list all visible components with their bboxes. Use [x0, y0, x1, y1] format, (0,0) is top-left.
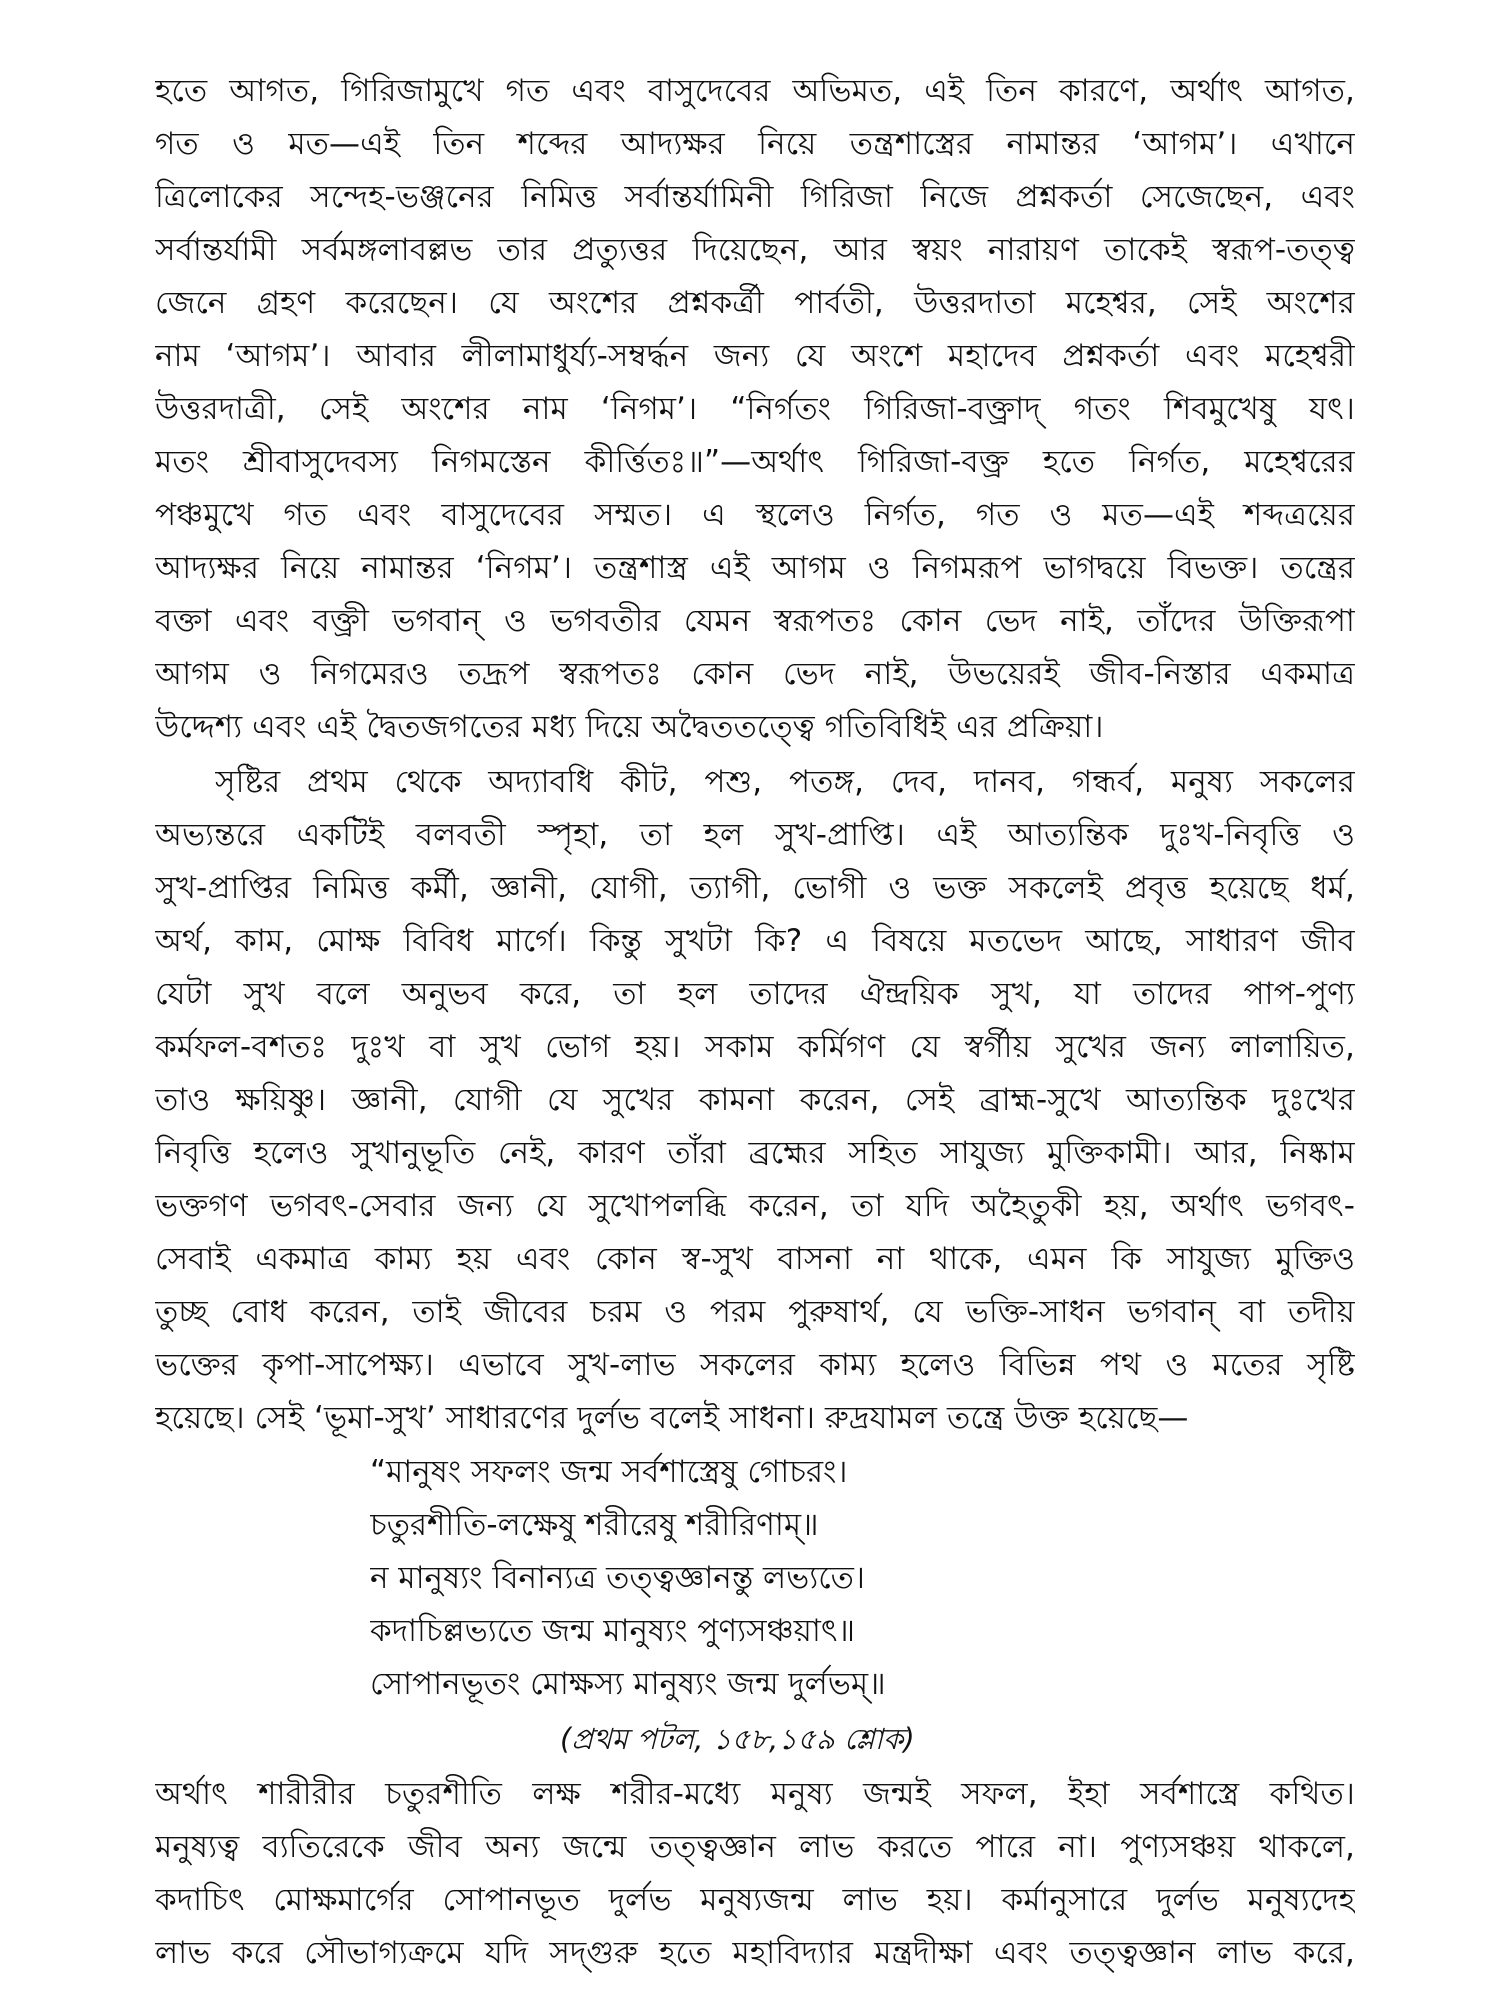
- text-line: কর্মফল-বশতঃ দুঃখ বা সুখ ভোগ হয়। সকাম কর্মিগণ যে স্বর্গীয় সুখের জন্য লালায়িত,: [155, 1029, 1355, 1065]
- text-line: উত্তরদাত্রী, সেই অংশের নাম ‘নিগম’। “নির্গতং গিরিজা-বক্ত্রাদ্ গতং শিবমুখেষু যৎ।: [155, 391, 1355, 427]
- text-line: সৃষ্টির প্রথম থেকে অদ্যাবধি কীট, পশু, পতঙ্গ, দেব, দানব, গন্ধর্ব, মনুষ্য সকলের: [215, 764, 1355, 800]
- text-line: পঞ্চমুখে গত এবং বাসুদেবের সম্মত। এ স্থলেও নির্গত, গত ও মত—এই শব্দত্রয়ের: [155, 497, 1355, 533]
- text-line: সুখ-প্রাপ্তির নিমিত্ত কর্মী, জ্ঞানী, যোগী, ত্যাগী, ভোগী ও ভক্ত সকলেই প্রবৃত্ত হয়েছে ধর্ম,: [155, 870, 1355, 906]
- text-line: সেবাই একমাত্র কাম্য হয় এবং কোন স্ব-সুখ বাসনা না থাকে, এমন কি সাযুজ্য মুক্তিও: [155, 1241, 1355, 1277]
- text-line: আদ্যক্ষর নিয়ে নামান্তর ‘নিগম’। তন্ত্রশাস্ত্র এই আগম ও নিগমরূপ ভাগদ্বয়ে বিভক্ত। তন্ত্রের: [155, 550, 1355, 586]
- text-line: জেনে গ্রহণ করেছেন। যে অংশের প্রশ্নকর্ত্রী পার্বতী, উত্তরদাতা মহেশ্বর, সেই অংশের: [155, 285, 1355, 321]
- text-line: হয়েছে। সেই ‘ভূমা-সুখ’ সাধারণের দুর্লভ বলেই সাধনা। রুদ্রযামল তন্ত্রে উক্ত হয়েছে—: [155, 1400, 1189, 1436]
- text-line: ত্রিলোকের সন্দেহ-ভঞ্জনের নিমিত্ত সর্বান্তর্যামিনী গিরিজা নিজে প্রশ্নকর্তা সেজেছেন, এবং: [155, 179, 1355, 215]
- text-line: ভক্তের কৃপা-সাপেক্ষ্য। এভাবে সুখ-লাভ সকলের কাম্য হলেও বিভিন্ন পথ ও মতের সৃষ্টি: [155, 1347, 1355, 1383]
- text-line: গত ও মত—এই তিন শব্দের আদ্যক্ষর নিয়ে তন্ত্রশাস্ত্রের নামান্তর ‘আগম’। এখানে: [155, 126, 1355, 162]
- verse-line: চতুরশীতি-লক্ষেষু শরীরেষু শরীরিণাম্॥: [370, 1507, 819, 1543]
- text-line: নিবৃত্তি হলেও সুখানুভূতি নেই, কারণ তাঁরা ব্রহ্মের সহিত সাযুজ্য মুক্তিকামী। আর, নিষ্কাম: [155, 1135, 1355, 1171]
- text-line: বক্তা এবং বক্ত্রী ভগবান্ ও ভগবতীর যেমন স্বরূপতঃ কোন ভেদ নাই, তাঁদের উক্তিরূপা: [155, 603, 1355, 639]
- text-line: কদাচিৎ মোক্ষমার্গের সোপানভূত দুর্লভ মনুষ্যজন্ম লাভ হয়। কর্মানুসারে দুর্লভ মনুষ্যদেহ: [155, 1882, 1355, 1918]
- verse-line: সোপানভূতং মোক্ষস্য মানুষ্যং জন্ম দুর্লভম্॥: [370, 1666, 886, 1702]
- text-line: তুচ্ছ বোধ করেন, তাই জীবের চরম ও পরম পুরুষার্থ, যে ভক্তি-সাধন ভগবান্ বা তদীয়: [155, 1294, 1355, 1330]
- verse-line: কদাচিল্লভ্যতে জন্ম মানুষ্যং পুণ্যসঞ্চয়াৎ॥: [370, 1613, 856, 1649]
- text-line: আগম ও নিগমেরও তদ্রূপ স্বরূপতঃ কোন ভেদ নাই, উভয়েরই জীব-নিস্তার একমাত্র: [155, 656, 1355, 692]
- text-line: লাভ করে সৌভাগ্যক্রমে যদি সদ্গুরু হতে মহাবিদ্যার মন্ত্রদীক্ষা এবং তত্ত্বজ্ঞান লাভ করে,: [155, 1935, 1355, 1971]
- verse-line: ন মানুষ্যং বিনান্যত্র তত্ত্বজ্ঞানন্তু লভ্যতে।: [370, 1560, 866, 1596]
- verse-line: “মানুষং সফলং জন্ম সর্বশাস্ত্রেষু গোচরং।: [370, 1454, 848, 1490]
- verse-citation: (প্রথম পটল, ১৫৮,১৫৯ শ্লোক): [560, 1722, 915, 1756]
- text-line: উদ্দেশ্য এবং এই দ্বৈতজগতের মধ্য দিয়ে অদ্বৈততত্ত্বে গতিবিধিই এর প্রক্রিয়া।: [155, 709, 1104, 745]
- text-line: তাও ক্ষয়িষ্ণু। জ্ঞানী, যোগী যে সুখের কামনা করেন, সেই ব্রাহ্ম-সুখে আত্যন্তিক দুঃখের: [155, 1082, 1355, 1118]
- text-line: নাম ‘আগম’। আবার লীলামাধুর্য্য-সম্বর্দ্ধন জন্য যে অংশে মহাদেব প্রশ্নকর্তা এবং মহেশ্বরী: [155, 338, 1355, 374]
- text-line: অভ্যন্তরে একটিই বলবতী স্পৃহা, তা হল সুখ-প্রাপ্তি। এই আত্যন্তিক দুঃখ-নিবৃত্তি ও: [155, 817, 1355, 853]
- text-line: সর্বান্তর্যামী সর্বমঙ্গলাবল্লভ তার প্রত্যুত্তর দিয়েছেন, আর স্বয়ং নারায়ণ তাকেই স্বরূপ-তত্ত্ব: [155, 232, 1355, 268]
- text-line: যেটা সুখ বলে অনুভব করে, তা হল তাদের ঐন্দ্রয়িক সুখ, যা তাদের পাপ-পুণ্য: [155, 976, 1355, 1012]
- text-line: ভক্তগণ ভগবৎ-সেবার জন্য যে সুখোপলব্ধি করেন, তা যদি অহৈতুকী হয়, অর্থাৎ ভগবৎ-: [155, 1188, 1355, 1224]
- text-line: হতে আগত, গিরিজামুখে গত এবং বাসুদেবের অভিমত, এই তিন কারণে, অর্থাৎ আগত,: [155, 73, 1355, 109]
- text-line: মতং শ্রীবাসুদেবস্য নিগমস্তেন কীর্ত্তিতঃ॥”—অর্থাৎ গিরিজা-বক্ত্র হতে নির্গত, মহেশ্বরের: [155, 444, 1355, 480]
- text-line: মনুষ্যত্ব ব্যতিরেকে জীব অন্য জন্মে তত্ত্বজ্ঞান লাভ করতে পারে না। পুণ্যসঞ্চয় থাকলে,: [155, 1829, 1355, 1865]
- text-line: অর্থ, কাম, মোক্ষ বিবিধ মার্গে। কিন্তু সুখটা কি? এ বিষয়ে মতভেদ আছে, সাধারণ জীব: [155, 923, 1355, 959]
- text-line: অর্থাৎ শারীরীর চতুরশীতি লক্ষ শরীর-মধ্যে মনুষ্য জন্মই সফল, ইহা সর্বশাস্ত্রে কথিত।: [155, 1776, 1355, 1812]
